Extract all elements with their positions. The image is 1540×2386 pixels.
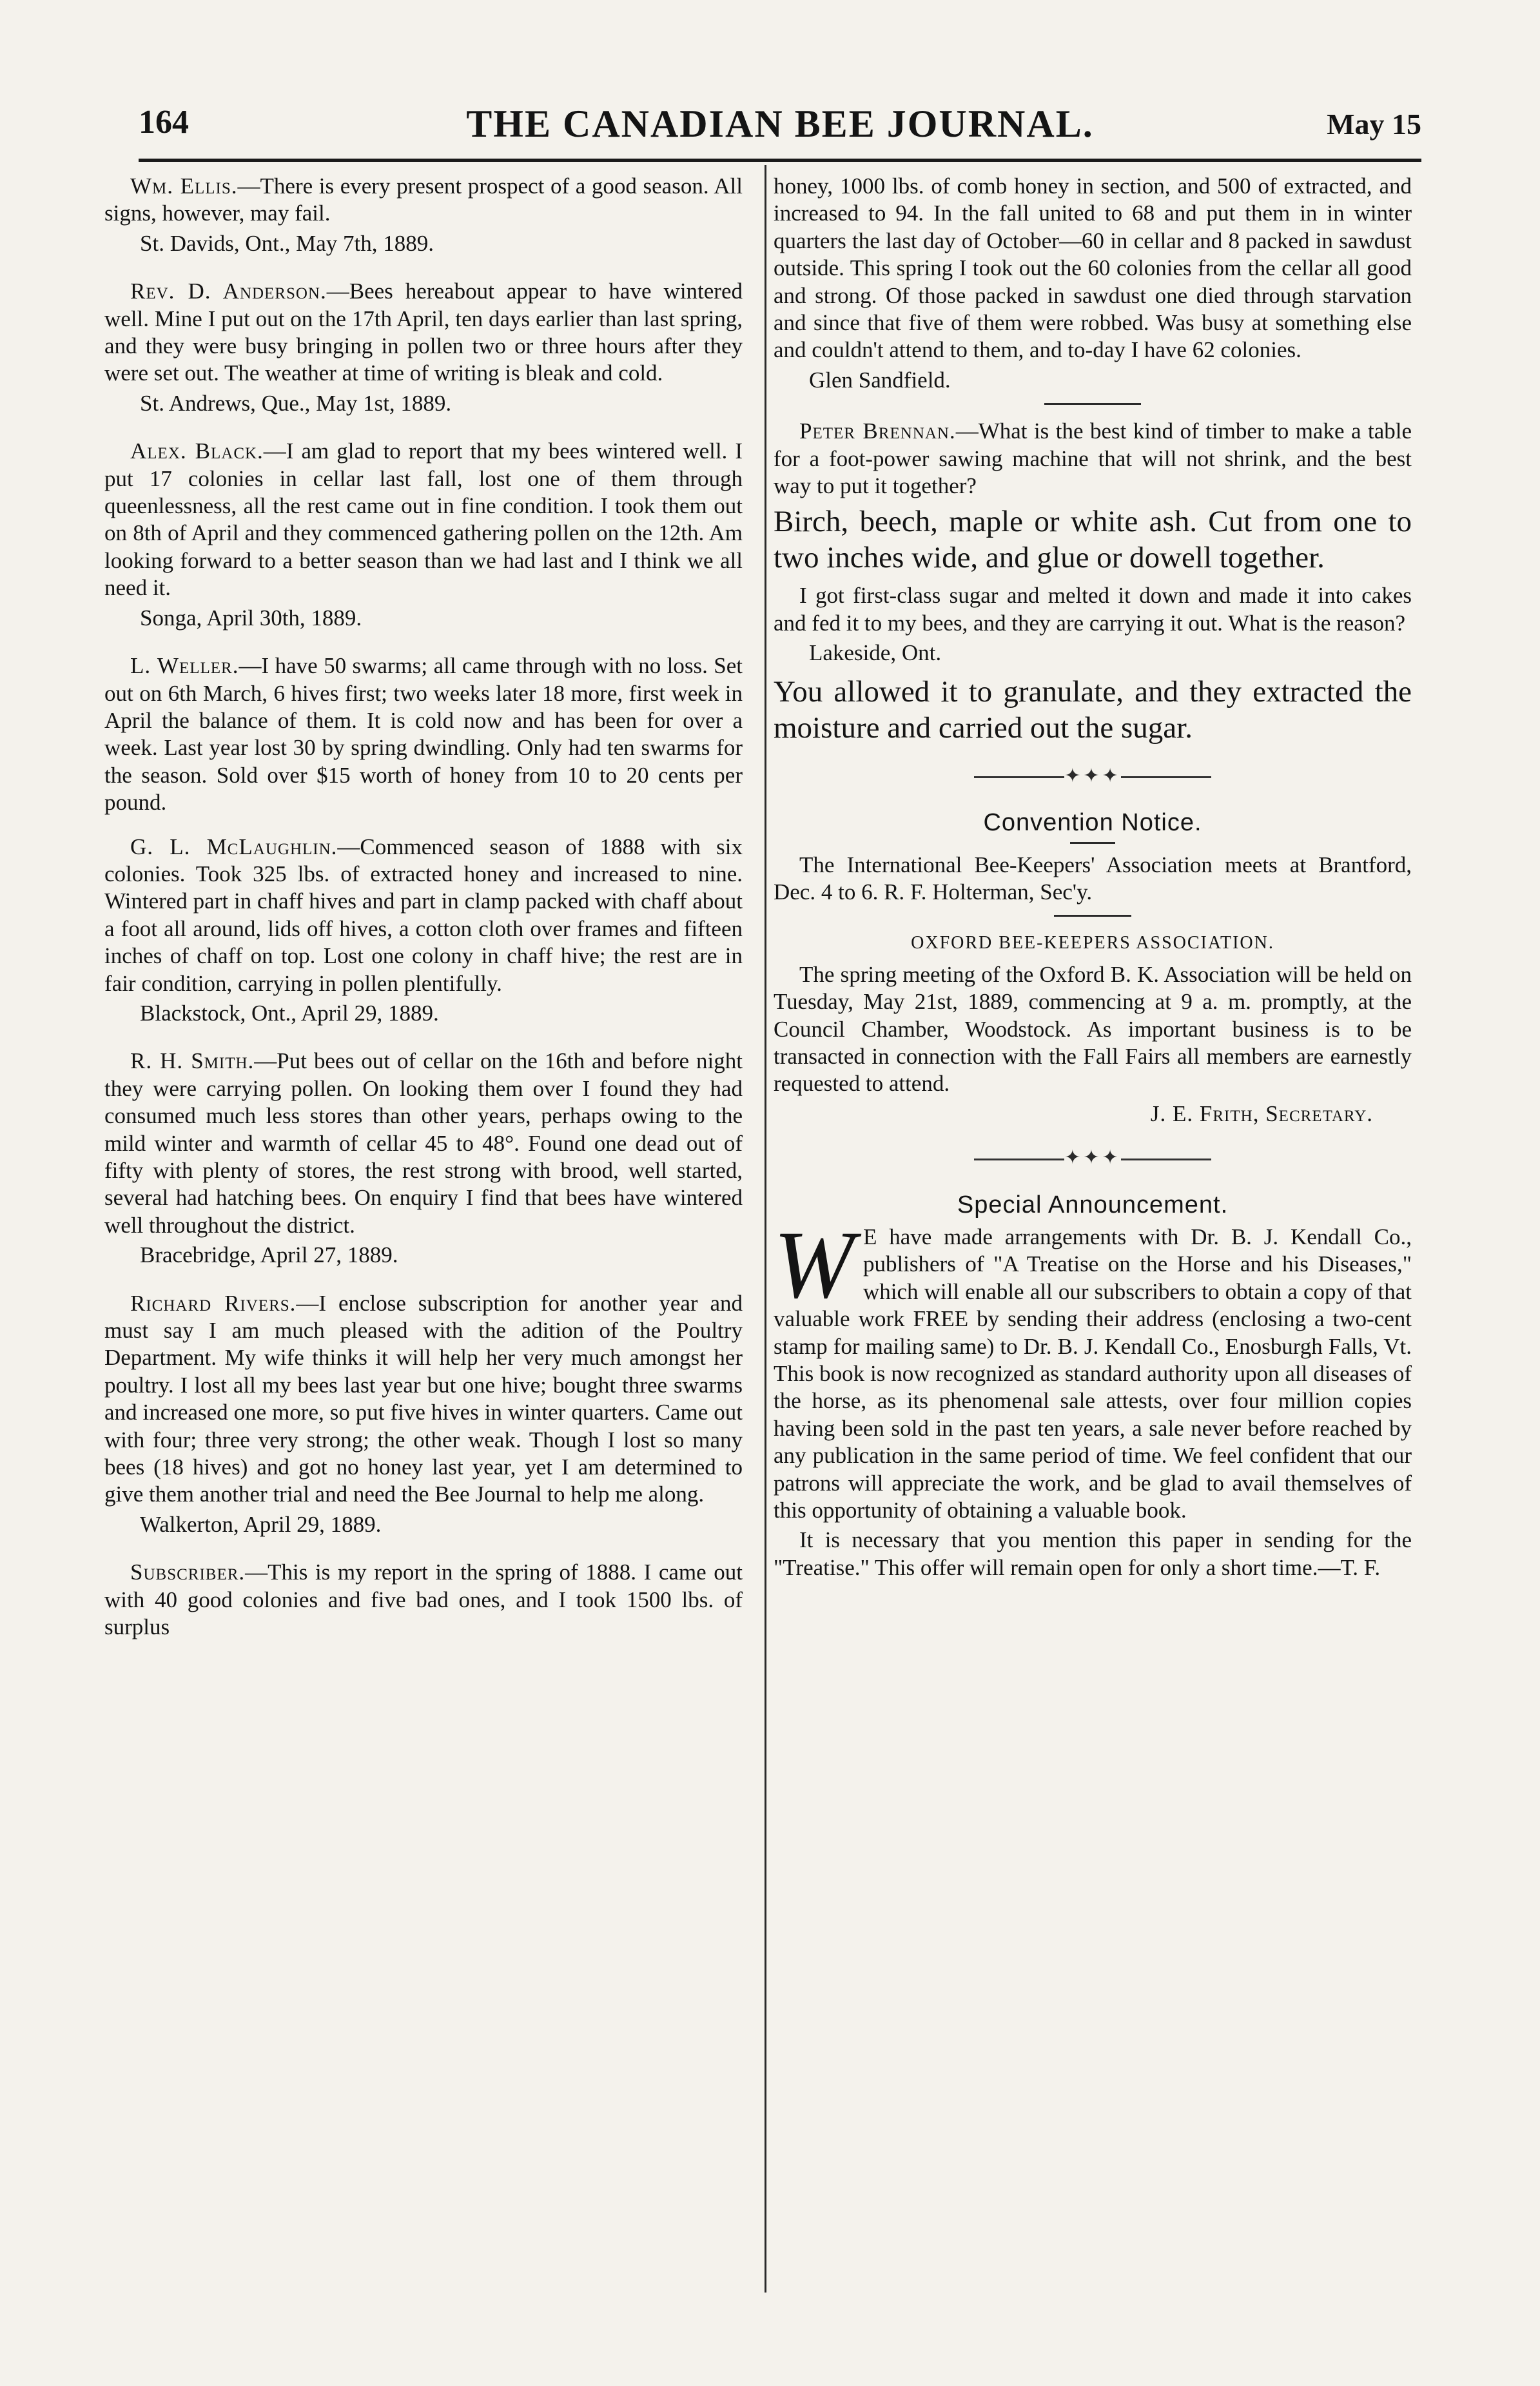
title-rule [1070, 842, 1115, 844]
letter-body: —Put bees out of cellar on the 16th and before night they were carrying pollen. On looking them over I found they had consumed much less stores than other years, perhaps owing to the mild winter and warmth of cellar 45 to 48°. Found one dead out of fifty with plenty of stores, the rest strong with brood, well started, several had hatching bees. On enquiry I find that bees have wintered well throughout the district. [104, 1048, 743, 1238]
letter-signature: Songa, April 30th, 1889. [140, 605, 362, 631]
special-announcement-title: Special Announcement. [957, 1191, 1229, 1218]
letter-signature: Bracebridge, April 27, 1889. [140, 1242, 398, 1268]
answer: You allowed it to granulate, and they extracted the moisture and carried out the sugar. [774, 674, 1412, 745]
letter [104, 834, 743, 997]
notice-signature: J. E. Frith, Secretary. [1150, 1100, 1373, 1126]
letter-body: —I enclose subscription for another year and must say I am much pleased with the adition of the Poultry Department. My wife thinks it will help her very much amongst her poultry. I lost all my bees last year but one hive; bought three swarms and increased one more, so put five hives in winter quarters. Came out with four; three very strong; the other weak. Though I lost so many bees (18 hives) and got no honey last year, yet I am determined to give them another trial and need the Bee Journal to help me along. [104, 1290, 743, 1507]
letter [104, 652, 743, 816]
convention-notice-title: Convention Notice. [983, 809, 1202, 837]
letter [104, 173, 743, 228]
question: I got first-class sugar and melted it down and made it into cakes and fed it to my bees, and they are carrying it out. What is the reason? [774, 583, 1412, 636]
letter-signature: Blackstock, Ont., April 29, 1889. [140, 1000, 439, 1026]
association-notice-body: The spring meeting of the Oxford B. K. Association will be held on Tuesday, May 21st, 1889, commencing at 9 a. m. promptly, at the Council Chamber, Woodstock. As important business is to be transacted in connection with the Fall Fairs all members are earnestly requested to attend. [774, 961, 1412, 1097]
page-number: 164 [139, 104, 189, 141]
letter-signature: Glen Sandfield. [809, 367, 951, 393]
letter-author: Richard Rivers. [130, 1290, 297, 1316]
letter-body: —There is every present prospect of a good season. All signs, however, may fail. [104, 173, 743, 226]
letter-author: Subscriber. [130, 1560, 246, 1585]
letter-author: Wm. Ellis. [130, 173, 238, 199]
association-title: OXFORD BEE-KEEPERS ASSOCIATION. [911, 933, 1274, 953]
question-author: Peter Brennan. [799, 418, 956, 444]
question-body: —What is the best kind of timber to make a table for a foot-power sawing machine that will not shrink, and the best way to put it together? [774, 418, 1412, 499]
letter-author: Rev. D. Anderson. [130, 279, 327, 304]
letter-signature: St. Andrews, Que., May 1st, 1889. [140, 390, 452, 416]
issue-date: May 15 [1327, 108, 1421, 141]
ornamental-divider: ✦✦✦ [774, 1144, 1412, 1171]
letter [104, 1559, 743, 1641]
letter-continuation: honey, 1000 lbs. of comb honey in section, and 500 of extracted, and increased to 94. In the fall united to 68 and put them in in winter quarters the last day of October—60 in cellar and 8 packed in sawdust outside. This spring I took out the 60 colonies from the cellar all good and strong. Of those packed in sawdust one died through starvation and since that five of them were robbed. Was busy at something else and couldn't attend to them, and to-day I have 62 colonies. [774, 173, 1412, 363]
letter-signature: Walkerton, April 29, 1889. [140, 1511, 382, 1537]
question-signature: Lakeside, Ont. [809, 640, 942, 666]
drop-cap: W [774, 1211, 854, 1318]
section-rule [1044, 403, 1141, 405]
section-rule [1054, 915, 1131, 917]
letter [104, 1048, 743, 1239]
letter-author: R. H. Smith. [130, 1048, 255, 1074]
letter-signature: St. Davids, Ont., May 7th, 1889. [140, 230, 434, 256]
letter-author: G. L. McLaughlin. [130, 834, 338, 859]
announcement-body: E have made arrangements with Dr. B. J. Kendall Co., publishers of "A Treatise on the Horse and his Diseases," which will enable all our subscribers to obtain a copy of that valuable work FREE by sending their address (enclosing a two-cent stamp for mailing same) to Dr. B. J. Kendall Co., Enosburgh Falls, Vt. This book is now recognized as standard authority upon all diseases of the horse, as its phenomenal sale attests, over four million copies having been sold in the past ten years, a sale never before reached by any publication in the same period of time. We feel confident that our patrons will appreciate the work, and be glad to avail themselves of this opportunity of obtaining a valuable book. [774, 1224, 1412, 1523]
letter [104, 1290, 743, 1509]
letter [104, 278, 743, 387]
page-header [139, 97, 1421, 155]
announcement-footer: It is necessary that you mention this paper in sending for the "Treatise." This offer will remain open for only a short time.—T. F. [774, 1527, 1412, 1580]
answer: Birch, beech, maple or white ash. Cut from one to two inches wide, and glue or dowell together. [774, 505, 1412, 575]
letter-body: —Bees hereabout appear to have wintered well. Mine I put out on the 17th April, ten days earlier than last spring, and they were busy bringing in pollen two or three hours after they were set out. The weather at time of writing is bleak and cold. [104, 279, 743, 386]
letter-body: —This is my report in the spring of 1888. I came out with 40 good colonies and five bad ones, and I took 1500 lbs. of surplus [104, 1560, 743, 1640]
column-divider [765, 165, 766, 2293]
right-column [774, 173, 1412, 1584]
letter-body: —Commenced season of 1888 with six colonies. Took 325 lbs. of extracted honey and increased to nine. Wintered part in chaff hives and part in clamp packed with chaff about a foot all around, lids off hives, a cotton cloth over frames and fifteen inches of chaff on top. Lost one colony in chaff hive; the rest are in fair condition, carrying in pollen plentifully. [104, 834, 743, 996]
letter [104, 438, 743, 601]
header-rule [139, 159, 1421, 162]
journal-title: THE CANADIAN BEE JOURNAL. [466, 103, 1094, 145]
announcement-body-paragraph [774, 1211, 1412, 1524]
question [774, 418, 1412, 500]
letter-author: Alex. Black. [130, 438, 264, 464]
letter-body: —I have 50 swarms; all came through with no loss. Set out on 6th March, 6 hives first; two weeks later 18 more, first week in April the balance of them. It is cold now and has been for over a week. Last year lost 30 by spring dwindling. Only had ten swarms for the season. Sold over $15 worth of honey from 10 to 20 cents per pound. [104, 653, 743, 816]
ornamental-divider: ✦✦✦ [774, 763, 1412, 790]
letter-body: —I am glad to report that my bees wintered well. I put 17 colonies in cellar last fall, lost one of them through queenlessness, all the rest came out in fine condition. I took them out on 8th of April and they commenced gathering pollen on the 12th. Am looking forward to a better season than we had last and I think we all need it. [104, 438, 743, 601]
left-column [104, 173, 743, 1644]
letter-author: L. Weller. [130, 653, 239, 679]
convention-notice-body: The International Bee-Keepers' Association meets at Brantford, Dec. 4 to 6. R. F. Holterman, Sec'y. [774, 852, 1412, 905]
